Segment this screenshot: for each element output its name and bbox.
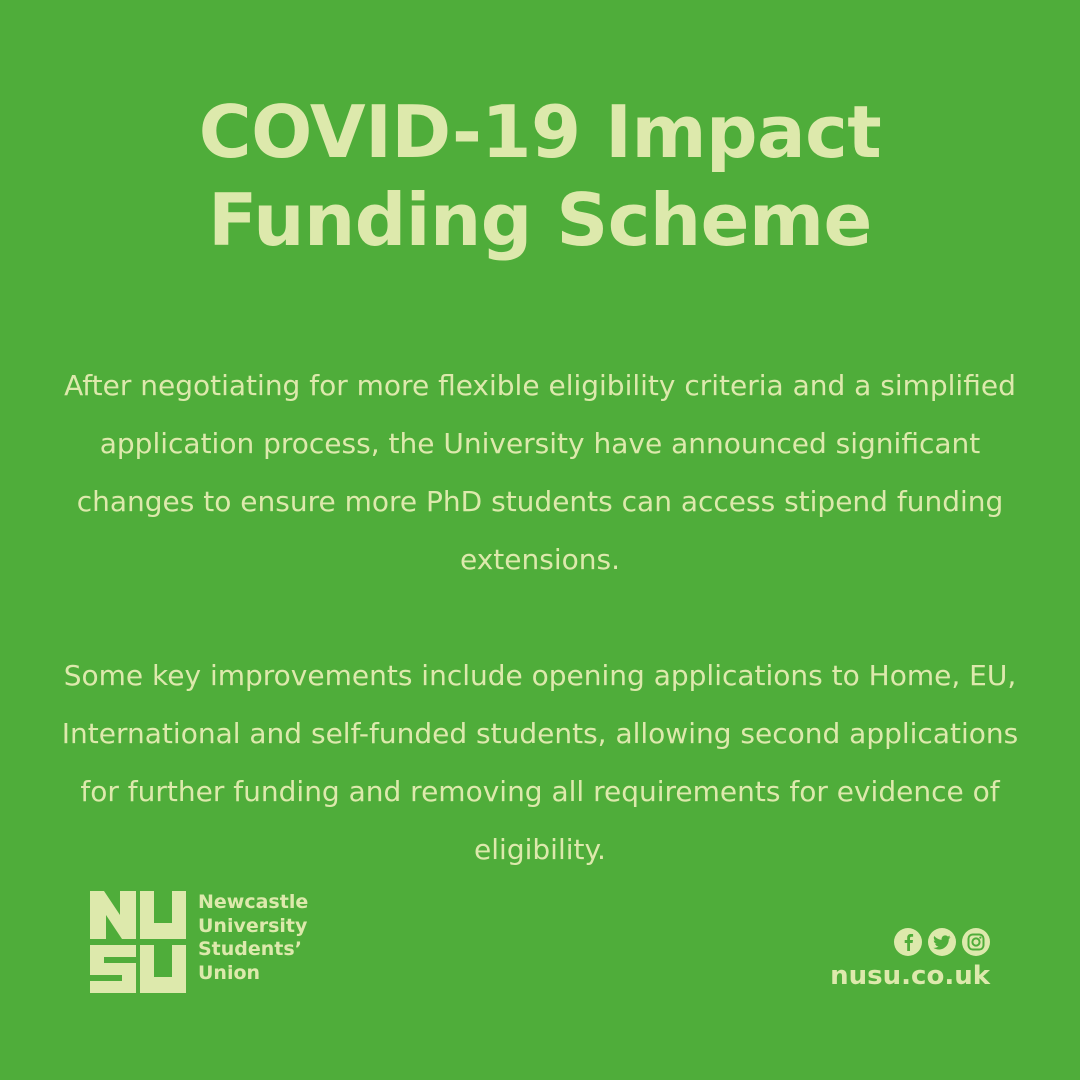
logo-line-3: Students’	[198, 938, 302, 960]
twitter-icon[interactable]	[928, 928, 956, 956]
title-line-1: COVID-19 Impact	[198, 90, 882, 174]
body-text	[60, 357, 1020, 879]
logo-line-1: Newcastle	[198, 891, 309, 913]
website-link[interactable]: nusu.co.uk	[830, 961, 990, 991]
page-title	[0, 88, 1080, 264]
logo-line-4: Union	[198, 961, 261, 984]
nusu-logo	[90, 891, 308, 993]
logo-wordmark	[198, 891, 308, 985]
paragraph-intro: After negotiating for more flexible eligibility criteria and a simplified application process, the University have announced significant changes to ensure more PhD students can access stipend funding extensions.	[64, 369, 1016, 576]
nusu-logo-mark	[90, 891, 186, 993]
logo-line-2: University	[198, 914, 308, 937]
title-line-2: Funding Scheme	[208, 178, 872, 262]
social-footer	[830, 928, 990, 992]
facebook-icon[interactable]	[894, 928, 922, 956]
paragraph-improvements: Some key improvements include opening applications to Home, EU, International and self-funded students, allowing second applications for further funding and removing all requirements for evidence of eligibility.	[61, 659, 1019, 866]
social-icons	[830, 928, 990, 956]
instagram-icon[interactable]	[962, 928, 990, 956]
